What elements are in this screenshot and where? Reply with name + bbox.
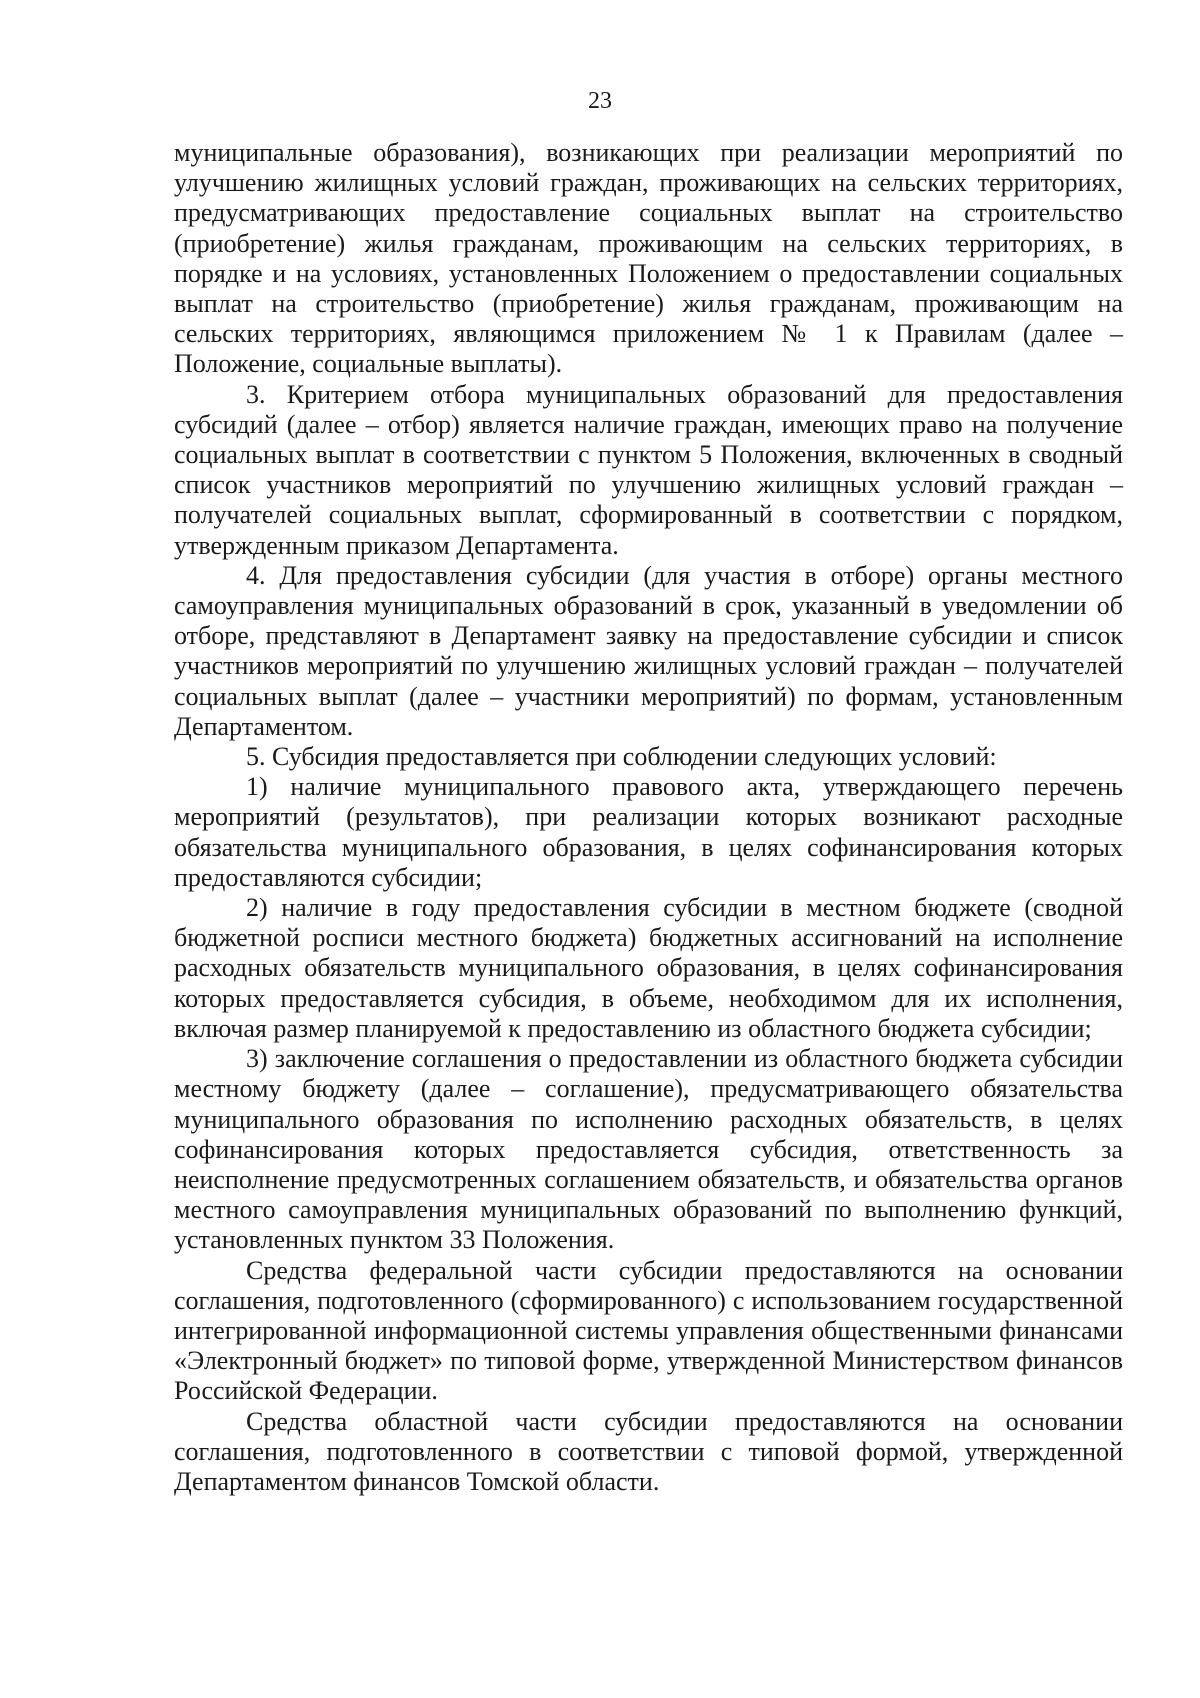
paragraph-subitem-1: 1) наличие муниципального правового акта, утверждающего перечень мероприятий (результатов), при реализации которых возникают расходные обязательства муниципального образования, в целях софинансирования которых предоставляются субсидии; (174, 772, 1123, 892)
paragraph-regional-funds: Средства областной части субсидии предоставляются на основании соглашения, подготовленного в соответствии с типовой формой, утвержденной Департаментом финансов Томской области. (174, 1406, 1123, 1496)
document-body (174, 138, 1123, 1497)
page-number: 23 (588, 88, 612, 114)
paragraph-item-4: 4. Для предоставления субсидии (для участия в отборе) органы местного самоуправления муниципальных образований в срок, указанный в уведомлении об отборе, представляют в Департамент заявку на предоставление субсидии и список участников мероприятий по улучшению жилищных условий граждан – получателей социальных выплат (далее – участники мероприятий) по формам, установленным Департаментом. (174, 560, 1123, 741)
paragraph-item-5: 5. Субсидия предоставляется при соблюдении следующих условий: (246, 742, 997, 772)
paragraph-item-3: 3. Критерием отбора муниципальных образований для предоставления субсидий (далее – отбор) является наличие граждан, имеющих право на получение социальных выплат в соответствии с пунктом 5 Положения, включенных в сводный список участников мероприятий по улучшению жилищных условий граждан – получателей социальных выплат, сформированный в соответствии с порядком, утвержденным приказом Департамента. (174, 379, 1123, 560)
paragraph-subitem-2: 2) наличие в году предоставления субсидии в местном бюджете (сводной бюджетной росписи местного бюджета) бюджетных ассигнований на исполнение расходных обязательств муниципального образования, в целях софинансирования которых предоставляется субсидия, в объеме, необходимом для их исполнения, включая размер планируемой к предоставлению из областного бюджета субсидии; (174, 893, 1123, 1043)
paragraph-subitem-3: 3) заключение соглашения о предоставлении из областного бюджета субсидии местному бюджету (далее – соглашение), предусматривающего обязательства муниципального образования по исполнению расходных обязательств, в целях софинансирования которых предоставляется субсидия, ответственность за неисполнение предусмотренных соглашением обязательств, и обязательства органов местного самоуправления муниципальных образований по выполнению функций, установленных пунктом 33 Положения. (174, 1044, 1123, 1255)
paragraph-continuation: муниципальные образования), возникающих при реализации мероприятий по улучшению жилищных условий граждан, проживающих на сельских территориях, предусматривающих предоставление социальных выплат на строительство (приобретение) жилья гражданам, проживающим на сельских территориях, в порядке и на условиях, установленных Положением о предоставлении социальных выплат на строительство (приобретение) жилья гражданам, проживающим на сельских территориях, являющимся приложением № 1 к Правилам (далее – Положение, социальные выплаты). (174, 138, 1123, 379)
paragraph-federal-funds: Средства федеральной части субсидии предоставляются на основании соглашения, подготовленного (сформированного) с использованием государственной интегрированной информационной системы управления общественными финансами «Электронный бюджет» по типовой форме, утвержденной Министерством финансов Российской Федерации. (174, 1255, 1123, 1406)
